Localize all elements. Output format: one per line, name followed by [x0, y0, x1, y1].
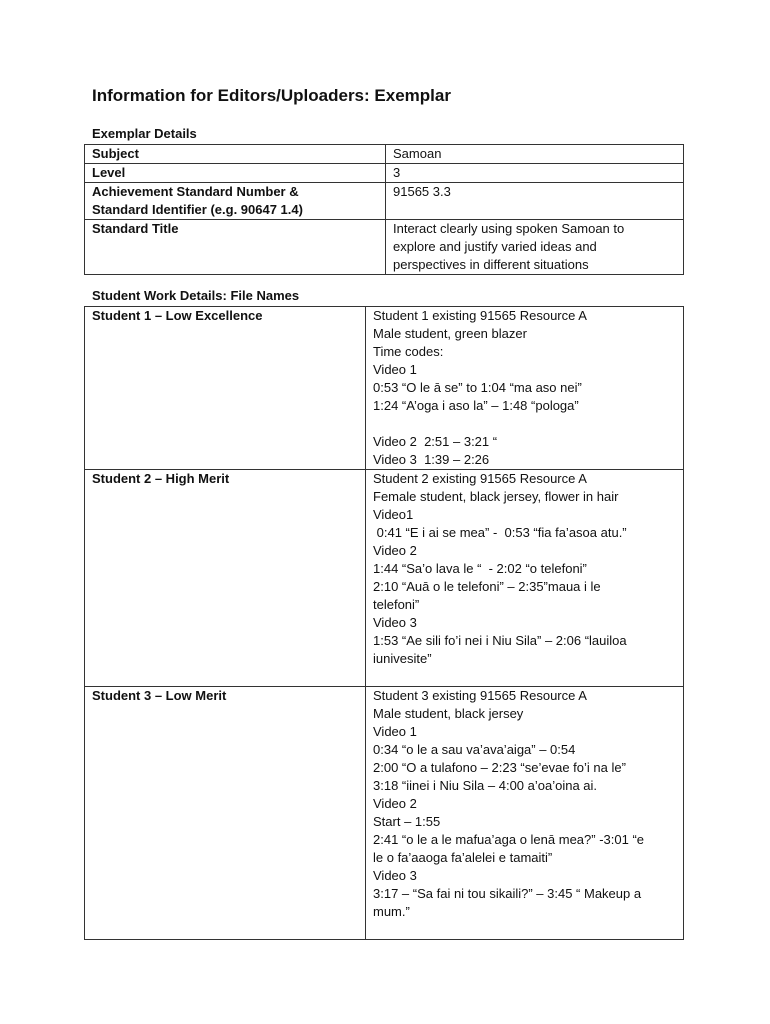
- standard-number-label-line: Achievement Standard Number &: [92, 184, 299, 199]
- student-detail-line: [373, 921, 677, 939]
- exemplar-details-table: [84, 144, 684, 275]
- table-row: [85, 220, 684, 275]
- student-work-table: [84, 306, 684, 940]
- subject-value-cell: [386, 145, 684, 164]
- standard-title-value-cell: [386, 220, 684, 275]
- student-detail-line: telefoni”: [373, 597, 420, 612]
- level-value: 3: [393, 165, 401, 180]
- table-row: [85, 145, 684, 164]
- page-title: Information for Editors/Uploaders: Exemplar: [92, 86, 451, 105]
- level-label-cell: [85, 164, 386, 183]
- subject-value: Samoan: [393, 146, 442, 161]
- exemplar-details-heading: Exemplar Details: [92, 126, 197, 141]
- student-detail-line: 3:17 – “Sa fai ni tou sikaili?” – 3:45 “ Makeup a: [373, 886, 642, 901]
- subject-label-cell: [85, 145, 386, 164]
- standard-title-value-line: perspectives in different situations: [393, 257, 589, 272]
- standard-number-value-cell: [386, 183, 684, 220]
- student-work-heading: Student Work Details: File Names: [92, 288, 300, 303]
- student-detail-line: Time codes:: [373, 344, 444, 359]
- student-detail-line: mum.”: [373, 904, 410, 919]
- student-detail-line: Video 2: [373, 796, 417, 811]
- student-details-cell: [366, 687, 684, 940]
- student-detail-line: Student 3 existing 91565 Resource A: [373, 688, 587, 703]
- student-detail-line: 2:41 “o le a le mafua’aga o lenā mea?” -3:01 “e: [373, 832, 645, 847]
- student-detail-line: Video 3 1:39 – 2:26: [373, 452, 490, 467]
- standard-number-label-cell: [85, 183, 386, 220]
- table-row: [85, 687, 684, 940]
- student-detail-line: Video 3: [373, 868, 417, 883]
- standard-title-label: Standard Title: [92, 221, 179, 236]
- student-detail-line: Female student, black jersey, flower in hair: [373, 489, 619, 504]
- standard-title-value-line: Interact clearly using spoken Samoan to: [393, 221, 625, 236]
- student-detail-line: Video 1: [373, 724, 417, 739]
- table-row: [85, 164, 684, 183]
- student-detail-line: 1:24 “A’oga i aso la” – 1:48 “pologa”: [373, 398, 579, 413]
- subject-label: Subject: [92, 146, 139, 161]
- student-label: Student 1 – Low Excellence: [92, 308, 263, 323]
- table-row: [85, 307, 684, 470]
- student-label: Student 2 – High Merit: [92, 471, 230, 486]
- level-value-cell: [386, 164, 684, 183]
- student-detail-line: 2:10 “Auā o le telefoni” – 2:35”maua i le: [373, 579, 601, 594]
- student-label-cell: [85, 470, 366, 687]
- student-detail-line: Student 1 existing 91565 Resource A: [373, 308, 587, 323]
- student-detail-line: Male student, black jersey: [373, 706, 524, 721]
- student-work-rows: [85, 307, 684, 940]
- student-detail-line: 1:53 “Ae sili fo’i nei i Niu Sila” – 2:06 “lauiloa: [373, 633, 627, 648]
- student-detail-line: Male student, green blazer: [373, 326, 527, 341]
- student-detail-line: 0:41 “E i ai se mea” - 0:53 “fia fa’asoa atu.”: [373, 525, 627, 540]
- student-detail-line: Video 2 2:51 – 3:21 “: [373, 434, 498, 449]
- student-detail-line: Video 2: [373, 543, 417, 558]
- student-detail-line: Student 2 existing 91565 Resource A: [373, 471, 587, 486]
- student-detail-line: Video 3: [373, 615, 417, 630]
- student-label: Student 3 – Low Merit: [92, 688, 227, 703]
- student-detail-line: le o fa’aaoga fa’alelei e tamaiti”: [373, 850, 553, 865]
- student-detail-line: [373, 415, 677, 433]
- student-detail-line: 2:00 “O a tulafono – 2:23 “se’evae fo’i na le”: [373, 760, 626, 775]
- student-detail-line: 0:53 “O le ā se” to 1:04 “ma aso nei”: [373, 380, 582, 395]
- student-detail-line: Video 1: [373, 362, 417, 377]
- student-detail-line: 3:18 “iinei i Niu Sila – 4:00 a’oa’oina ai.: [373, 778, 598, 793]
- student-detail-line: iunivesite”: [373, 651, 432, 666]
- student-detail-line: 0:34 “o le a sau va’ava’aiga” – 0:54: [373, 742, 576, 757]
- standard-title-label-cell: [85, 220, 386, 275]
- level-label: Level: [92, 165, 126, 180]
- student-details-cell: [366, 307, 684, 470]
- standard-title-value-line: explore and justify varied ideas and: [393, 239, 597, 254]
- student-label-cell: [85, 687, 366, 940]
- student-detail-line: [373, 668, 677, 686]
- table-row: [85, 183, 684, 220]
- table-row: [85, 470, 684, 687]
- standard-number-label-line: Standard Identifier (e.g. 90647 1.4): [92, 202, 303, 217]
- student-detail-line: Start – 1:55: [373, 814, 441, 829]
- standard-number-value: 91565 3.3: [393, 184, 451, 199]
- student-detail-line: Video1: [373, 507, 414, 522]
- student-details-cell: [366, 470, 684, 687]
- student-label-cell: [85, 307, 366, 470]
- student-detail-line: 1:44 “Sa’o lava le “ - 2:02 “o telefoni”: [373, 561, 587, 576]
